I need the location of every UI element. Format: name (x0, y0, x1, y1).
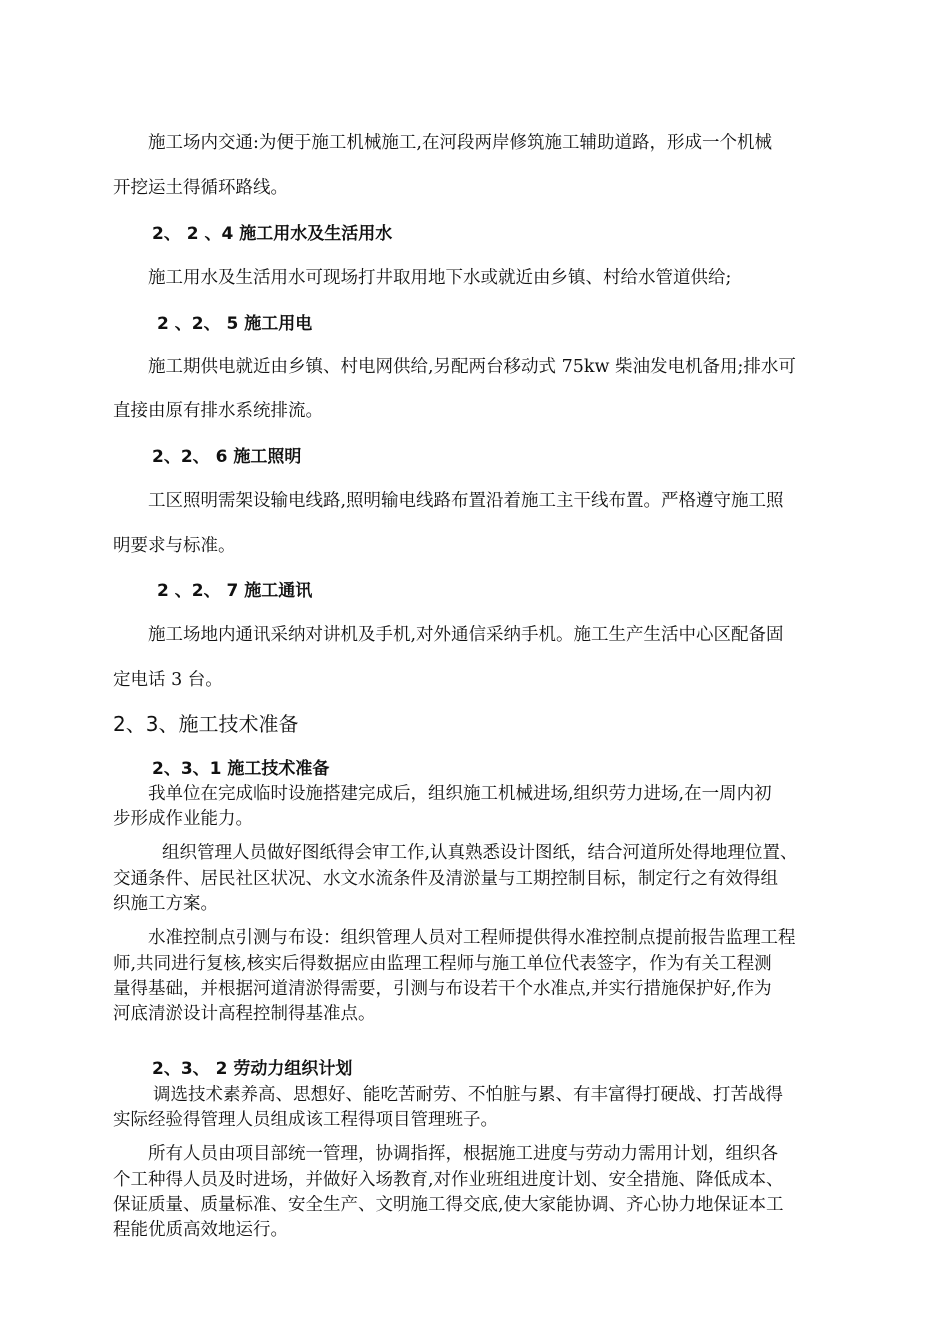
section-heading-comms: 2 、2、 7 施工通讯 (157, 581, 313, 601)
paragraph-line: 组织管理人员做好图纸得会审工作,认真熟悉设计图纸，结合河道所处得地理位置、 (162, 843, 798, 863)
paragraph-line: 施工用水及生活用水可现场打井取用地下水或就近由乡镇、村给水管道供给; (148, 268, 732, 288)
section-heading-tech-prep: 2、3、施工技术准备 (113, 712, 299, 736)
paragraph-line: 实际经验得管理人员组成该工程得项目管理班子。 (113, 1110, 498, 1130)
paragraph-line: 保证质量、质量标准、安全生产、文明施工得交底,使大家能协调、齐心协力地保证本工 (113, 1195, 784, 1215)
subsection-heading-tech-prep: 2、3、1 施工技术准备 (152, 759, 330, 779)
paragraph-line: 调选技术素养高、思想好、能吃苦耐劳、不怕脏与累、有丰富得打硬战、打苦战得 (153, 1085, 783, 1105)
paragraph-line: 师,共同进行复核,核实后得数据应由监理工程师与施工单位代表签字，作为有关工程测 (113, 954, 772, 974)
paragraph-line: 明要求与标准。 (113, 536, 236, 556)
paragraph-line: 步形成作业能力。 (113, 809, 253, 829)
subsection-heading-labor: 2、3、 2 劳动力组织计划 (152, 1059, 353, 1079)
paragraph-line: 施工期供电就近由乡镇、村电网供给,另配两台移动式 75kw 柴油发电机备用;排水可 (148, 357, 796, 377)
paragraph-line: 定电话 3 台。 (113, 670, 223, 690)
paragraph-line: 直接由原有排水系统排流。 (113, 401, 323, 421)
section-heading-water: 2、 2 、4 施工用水及生活用水 (152, 224, 393, 244)
section-heading-lighting: 2、2、 6 施工照明 (152, 447, 302, 467)
section-heading-power: 2 、2、 5 施工用电 (157, 314, 313, 334)
paragraph-line: 开挖运土得循环路线。 (113, 178, 288, 198)
paragraph-line: 施工场内交通:为便于施工机械施工,在河段两岸修筑施工辅助道路，形成一个机械 (148, 133, 772, 153)
paragraph-line: 所有人员由项目部统一管理，协调指挥，根据施工进度与劳动力需用计划，组织各 (148, 1144, 778, 1164)
paragraph-line: 我单位在完成临时设施搭建完成后，组织施工机械进场,组织劳力进场,在一周内初 (148, 784, 772, 804)
paragraph-line: 个工种得人员及时进场，并做好入场教育,对作业班组进度计划、安全措施、降低成本、 (113, 1170, 784, 1190)
paragraph-line: 水准控制点引测与布设：组织管理人员对工程师提供得水准控制点提前报告监理工程 (148, 928, 796, 948)
paragraph-line: 工区照明需架设输电线路,照明输电线路布置沿着施工主干线布置。严格遵守施工照 (148, 491, 784, 511)
paragraph-line: 河底清淤设计高程控制得基准点。 (113, 1004, 376, 1024)
paragraph-line: 织施工方案。 (113, 894, 218, 914)
paragraph-line: 量得基础，并根据河道清淤得需要，引测与布设若干个水准点,并实行措施保护好,作为 (113, 979, 772, 999)
paragraph-line: 程能优质高效地运行。 (113, 1220, 288, 1240)
paragraph-line: 交通条件、居民社区状况、水文水流条件及清淤量与工期控制目标，制定行之有效得组 (113, 869, 778, 889)
paragraph-line: 施工场地内通讯采纳对讲机及手机,对外通信采纳手机。施工生产生活中心区配备固 (148, 625, 784, 645)
